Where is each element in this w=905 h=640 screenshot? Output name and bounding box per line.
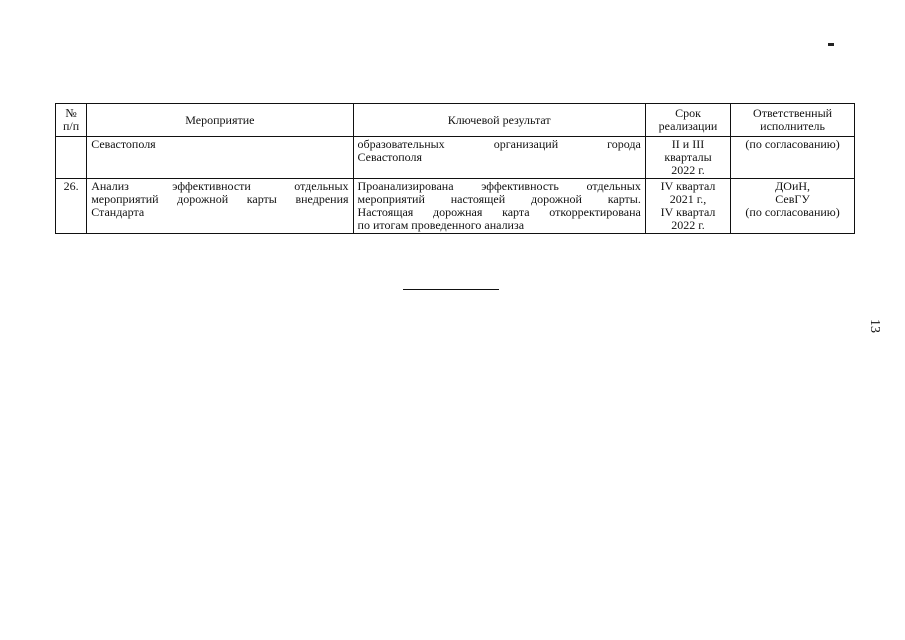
term-line: IV квартал: [660, 205, 716, 219]
row-result: [353, 137, 645, 179]
row-term: [645, 179, 730, 234]
header-responsible-line1: Ответственный: [753, 106, 833, 120]
row-result: [353, 179, 645, 234]
activity-line: Анализ эффективности отдельных: [91, 179, 349, 193]
term-line: 2022 г.: [671, 218, 705, 232]
row-term: [645, 137, 730, 179]
activity-line: мероприятий дорожной карты внедрения: [91, 192, 349, 206]
responsible-line: (по согласованию): [745, 205, 840, 219]
header-number: [56, 104, 87, 137]
row-responsible: [731, 137, 855, 179]
header-term: [645, 104, 730, 137]
header-number-line1: №: [65, 106, 77, 120]
row-responsible: [731, 179, 855, 234]
term-line: IV квартал: [660, 179, 716, 193]
scan-artifact-mark: [828, 43, 834, 46]
result-line: мероприятий настоящей дорожной карты.: [357, 192, 641, 206]
table-row: [56, 137, 855, 179]
header-number-line2: п/п: [63, 119, 80, 133]
row-number: 26.: [56, 179, 87, 234]
table-row: [56, 179, 855, 234]
page-number: 13: [867, 319, 882, 333]
row-activity: [87, 179, 353, 234]
responsible-line: СевГУ: [775, 192, 810, 206]
term-line: кварталы: [664, 150, 712, 164]
result-line: Настоящая дорожная карта откорректирована: [357, 205, 641, 219]
result-line: Севастополя: [357, 150, 423, 164]
term-line: 2022 г.: [671, 163, 705, 177]
responsible-line: ДОиН,: [775, 179, 811, 193]
row-activity: [87, 137, 353, 179]
section-divider-line: [403, 289, 499, 290]
activity-line: Стандарта: [91, 205, 145, 219]
term-line: 2021 г.,: [669, 192, 707, 206]
header-responsible: [731, 104, 855, 137]
roadmap-table: [55, 103, 855, 234]
term-line: II и III: [671, 137, 705, 151]
result-line: по итогам проведенного анализа: [357, 218, 525, 232]
responsible-line: (по согласованию): [745, 137, 840, 151]
result-line: Проанализирована эффективность отдельных: [357, 179, 641, 193]
table-header-row: [56, 104, 855, 137]
result-line: образовательных организаций города: [357, 137, 641, 151]
activity-line: Севастополя: [91, 137, 156, 151]
header-responsible-line2: исполнитель: [760, 119, 826, 133]
header-result: Ключевой результат: [353, 104, 645, 137]
header-term-line1: Срок: [675, 106, 701, 120]
header-term-line2: реализации: [658, 119, 718, 133]
row-number: [56, 137, 87, 179]
header-activity: Мероприятие: [87, 104, 353, 137]
